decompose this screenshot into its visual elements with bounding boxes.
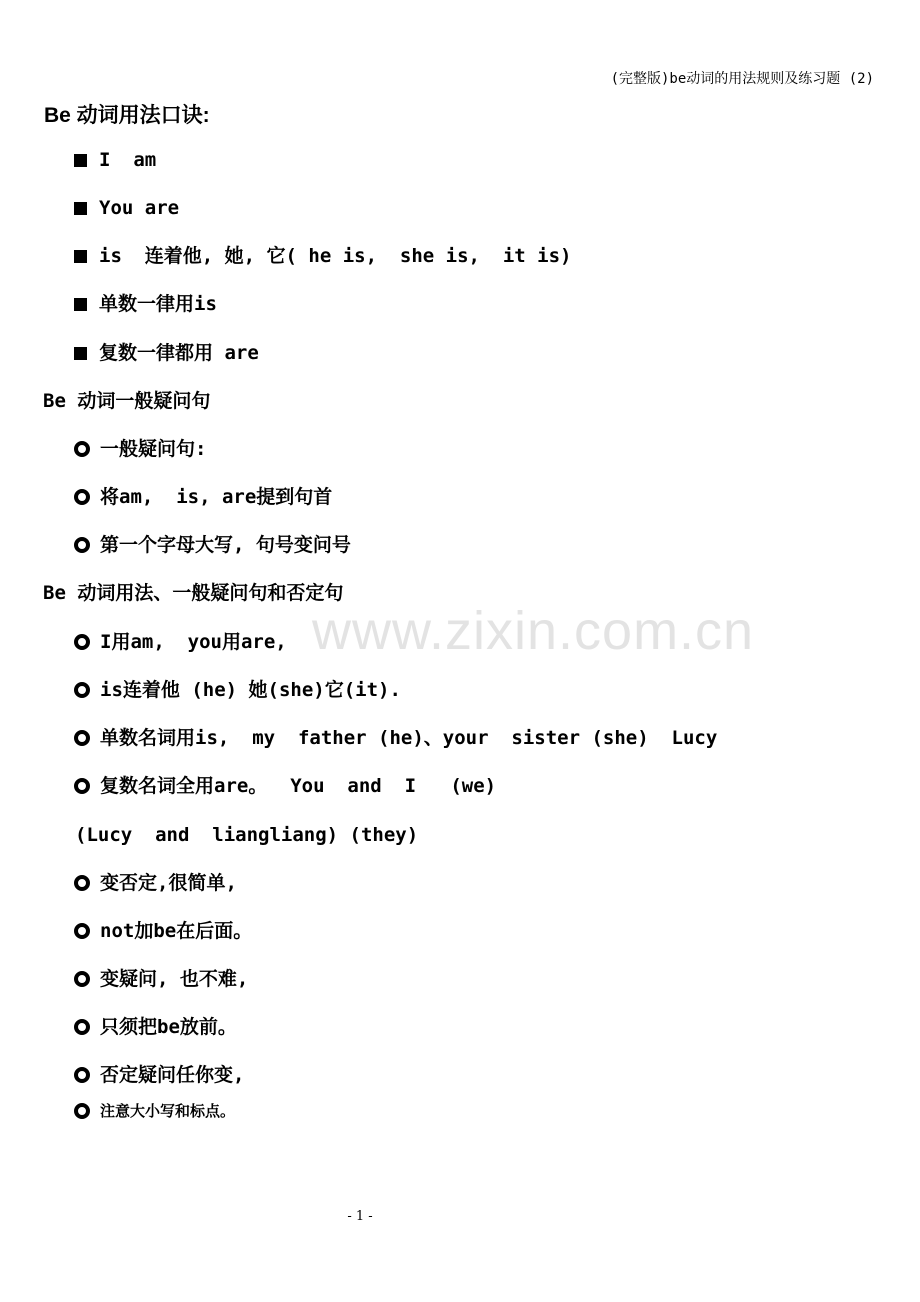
list-item (74, 244, 572, 268)
list-item (74, 1015, 237, 1039)
ring-bullet-icon (74, 1019, 90, 1035)
list-item-text: 单数一律用is (99, 293, 217, 315)
square-bullet-icon (74, 347, 87, 360)
ring-bullet-icon (74, 441, 90, 457)
square-bullet-icon (74, 202, 87, 215)
ring-bullet-icon (74, 923, 90, 939)
ring-bullet-icon (74, 634, 90, 650)
list-item-text: 否定疑问任你变, (100, 1064, 245, 1086)
square-bullet-icon (74, 250, 87, 263)
page-number: - 1 - (347, 1209, 373, 1224)
list-item-text: is连着他 (he) 她(she)它(it). (100, 679, 401, 701)
running-header: (完整版)be动词的用法规则及练习题 (2) (610, 71, 874, 87)
list-item (74, 485, 332, 509)
list-item (74, 292, 217, 316)
list-item-text: 一般疑问句: (100, 438, 207, 460)
list-item-text: not加be在后面。 (100, 920, 253, 942)
list-item (74, 967, 248, 991)
list-item (74, 341, 259, 365)
ring-bullet-icon (74, 489, 90, 505)
list-item (74, 148, 156, 172)
list-item (74, 630, 287, 654)
ring-bullet-icon (74, 1103, 90, 1119)
list-item (74, 196, 179, 220)
list-item-text: You are (99, 197, 180, 219)
list-item-text: is 连着他, 她, 它( he is, she is, it is) (99, 245, 572, 267)
list-item-text: 变疑问, 也不难, (100, 968, 249, 990)
ring-bullet-icon (74, 778, 90, 794)
list-item (74, 871, 237, 895)
watermark: www.zixin.com.cn (312, 601, 755, 661)
square-bullet-icon (74, 298, 87, 311)
ring-bullet-icon (74, 971, 90, 987)
list-item-text: 注意大小写和标点。 (100, 1102, 236, 1120)
list-item-text: I用am, you用are, (100, 631, 287, 653)
section2-title: Be 动词一般疑问句 (43, 390, 211, 412)
list-item (74, 919, 252, 943)
list-item-text: 第一个字母大写, 句号变问号 (100, 534, 351, 556)
section1-title: Be 动词用法口诀: (44, 104, 210, 127)
ring-bullet-icon (74, 537, 90, 553)
list-item-text: 复数名词全用are。 You and I (we) (100, 775, 497, 797)
ring-bullet-icon (74, 875, 90, 891)
list-item (74, 1063, 244, 1087)
list-item-text: 复数一律都用 are (99, 342, 259, 364)
square-bullet-icon (74, 154, 87, 167)
continuation-line: (Lucy and liangliang) (they) (75, 824, 419, 846)
list-item-text: 单数名词用is, my father (he)、your sister (she) Lucy (100, 727, 718, 749)
list-item (74, 678, 401, 702)
ring-bullet-icon (74, 1067, 90, 1083)
section3-title: Be 动词用法、一般疑问句和否定句 (43, 582, 344, 604)
list-item (74, 533, 351, 557)
list-item (74, 1099, 235, 1123)
list-item-text: 只须把be放前。 (100, 1016, 237, 1038)
list-item-text: 将am, is, are提到句首 (100, 486, 333, 508)
ring-bullet-icon (74, 682, 90, 698)
ring-bullet-icon (74, 730, 90, 746)
list-item (74, 437, 206, 461)
list-item-text: I am (99, 149, 157, 171)
list-item (74, 774, 496, 798)
list-item (74, 726, 717, 750)
list-item-text: 变否定,很简单, (100, 872, 237, 894)
